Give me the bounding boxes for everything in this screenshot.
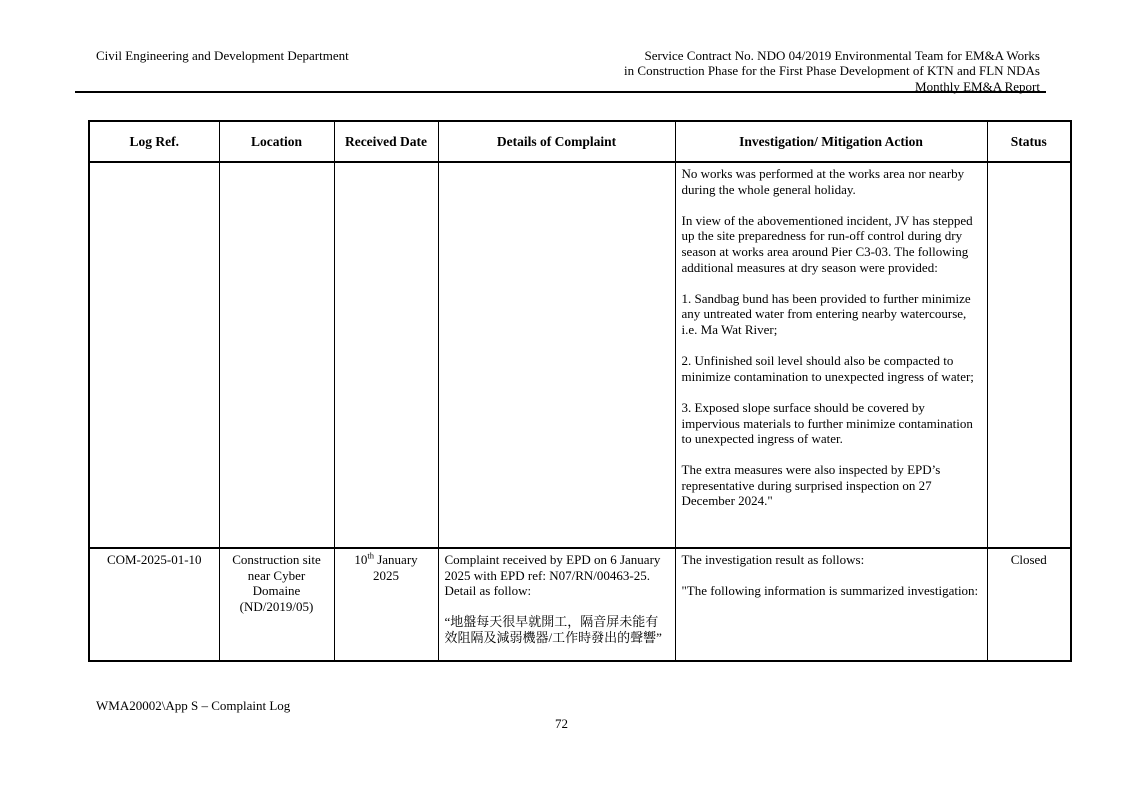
received-date-cell	[334, 162, 438, 548]
table-row-com-2025-01-10	[89, 548, 1071, 661]
header-contract-line-2: in Construction Phase for the First Phase Development of KTN and FLN NDAs	[624, 63, 1040, 79]
paragraph: “地盤每天很早就開工，隔音屏未能有效阻隔及減弱機器/工作時發出的聲響”	[444, 614, 662, 645]
column-header-log-ref: Log Ref.	[89, 121, 219, 162]
table-row-continuation	[89, 162, 1071, 548]
details-cell	[438, 162, 675, 548]
page-header-department: Civil Engineering and Development Department	[96, 48, 349, 63]
received-date-rest: January 2025	[373, 552, 418, 583]
paragraph: 2. Unfinished soil level should also be compacted to minimize contamination to unexpected ingress of water;	[681, 353, 974, 384]
paragraph: "The following information is summarized investigation:	[681, 583, 979, 599]
received-date-ordinal: th	[367, 550, 374, 561]
header-divider-rule	[75, 91, 1046, 93]
page-number: 72	[555, 716, 568, 731]
investigation-cell	[675, 548, 987, 661]
paragraph: No works was performed at the works area nor nearby during the whole general holiday.	[681, 166, 965, 197]
location-cell	[219, 162, 334, 548]
paragraph: The extra measures were also inspected by EPD’s representative during surprised inspection on 27 December 2024."	[681, 462, 941, 509]
paragraph: 1. Sandbag bund has been provided to further minimize any untreated water from entering nearby watercourse, i.e. Ma Wat River;	[681, 290, 971, 337]
details-cell	[438, 548, 675, 661]
column-header-location: Location	[219, 121, 334, 162]
status-cell: Closed	[987, 548, 1071, 661]
column-header-details: Details of Complaint	[438, 121, 675, 162]
paragraph: Complaint received by EPD on 6 January 2025 with EPD ref: N07/RN/00463-25. Detail as follow:	[444, 552, 661, 599]
status-cell	[987, 162, 1071, 548]
paragraph: 3. Exposed slope surface should be covered by impervious materials to further minimize contamination to unexpected ingress of water.	[681, 399, 973, 447]
page-header-contract	[624, 48, 1040, 94]
received-date-cell	[334, 548, 438, 661]
header-contract-line-3: Monthly EM&A Report	[915, 78, 1040, 94]
investigation-cell	[675, 162, 987, 548]
log-ref-cell	[89, 162, 219, 548]
page-footer-reference: WMA20002\App S – Complaint Log	[96, 698, 291, 713]
paragraph: In view of the abovementioned incident, JV has stepped up the site preparedness for run-off control during dry season at works area around Pier C3-03. The following additional measures at dry season were provided:	[681, 212, 973, 275]
location-cell: Construction site near Cyber Domaine (ND/2019/05)	[219, 548, 334, 661]
table-header-row	[89, 121, 1071, 162]
column-header-received-date: Received Date	[334, 121, 438, 162]
column-header-status: Status	[987, 121, 1071, 162]
complaint-log-table	[88, 120, 1072, 662]
column-header-investigation: Investigation/ Mitigation Action	[675, 121, 987, 162]
header-contract-line-1: Service Contract No. NDO 04/2019 Environmental Team for EM&A Works	[644, 48, 1040, 63]
received-date-day: 10	[354, 552, 368, 567]
log-ref-cell: COM-2025-01-10	[89, 548, 219, 661]
paragraph: The investigation result as follows:	[681, 552, 865, 567]
